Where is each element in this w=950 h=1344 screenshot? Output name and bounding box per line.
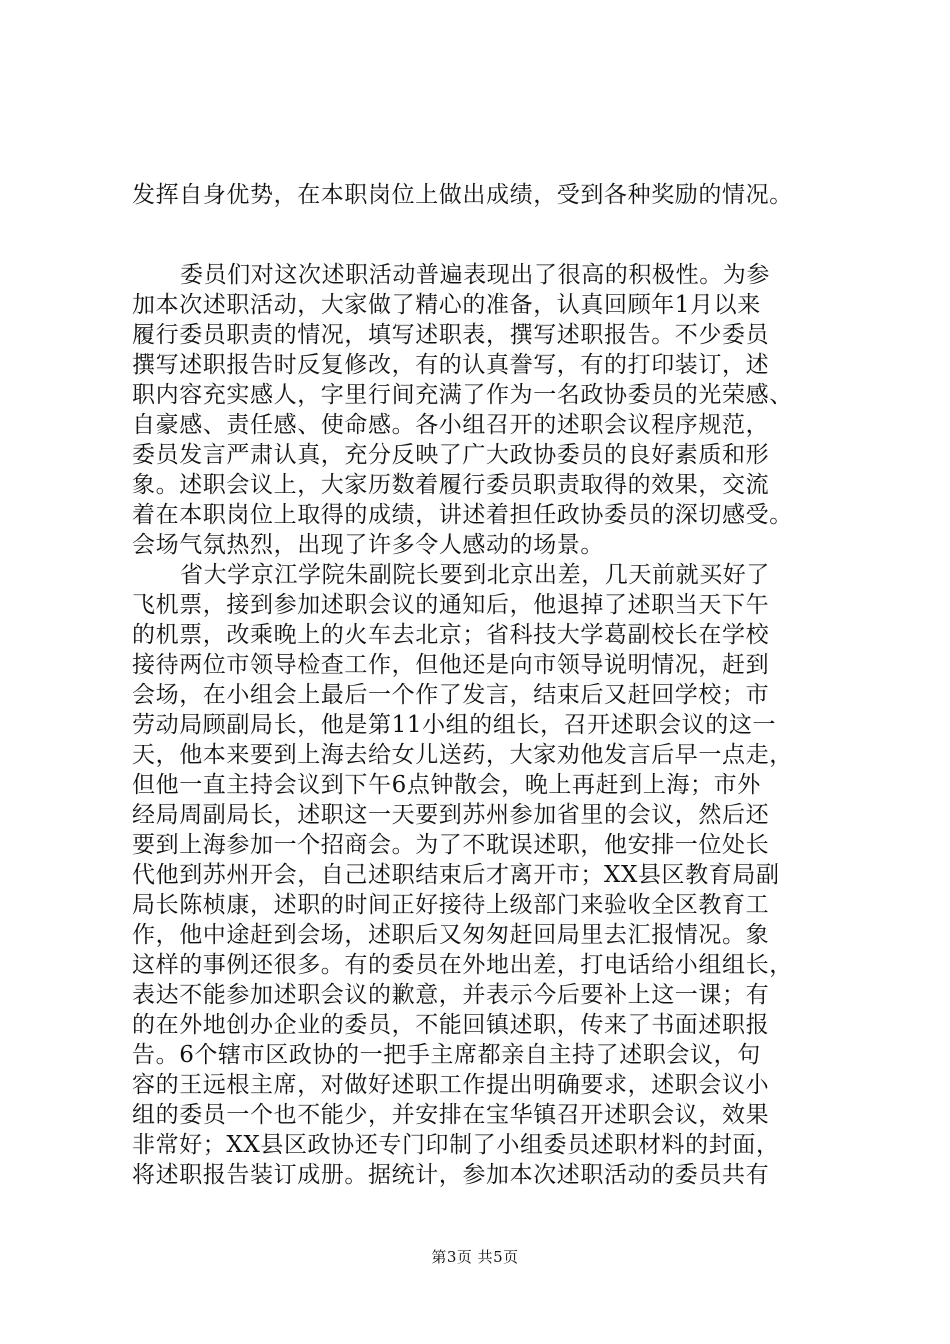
text-line: 履行委员职责的情况，填写述职表，撰写述职报告。不少委员	[132, 322, 770, 348]
text-line: 发挥自身优势，在本职岗位上做出成绩，受到各种奖励的情况。	[132, 182, 793, 208]
text-line: 非常好；XX县区政协还专门印制了小组委员述职材料的封面，	[132, 1132, 780, 1158]
text-line: 局长陈桢康，述职的时间正好接待上级部门来验收全区教育工	[132, 892, 770, 918]
text-line: 告。6个辖市区政协的一把手主席都亲自主持了述职会议，句	[132, 1042, 761, 1068]
paragraph-first-line: 省大学京江学院朱副院长要到北京出差，几天前就买好了	[180, 562, 770, 588]
text-line: 飞机票，接到参加述职会议的通知后，他退掉了述职当天下午	[132, 592, 770, 618]
page-footer: 第3页 共5页	[431, 1248, 519, 1266]
text-line: 的在外地创办企业的委员，不能回镇述职，传来了书面述职报	[132, 1012, 770, 1038]
text-line: 撰写述职报告时反复修改，有的认真誊写，有的打印装订，述	[132, 352, 770, 378]
text-line: 作，他中途赶到会场，述职后又匆匆赶回局里去汇报情况。象	[132, 922, 770, 948]
text-line: 自豪感、责任感、使命感。各小组召开的述职会议程序规范，	[132, 412, 770, 438]
text-line: 加本次述职活动，大家做了精心的准备，认真回顾年1月以来	[132, 292, 761, 318]
text-line: 职内容充实感人，字里行间充满了作为一名政协委员的光荣感、	[132, 382, 793, 408]
paragraph-first-line: 委员们对这次述职活动普遍表现出了很高的积极性。为参	[180, 262, 770, 288]
text-line: 的机票，改乘晚上的火车去北京；省科技大学葛副校长在学校	[132, 622, 770, 648]
text-line: 经局周副局长，述职这一天要到苏州参加省里的会议，然后还	[132, 802, 770, 828]
text-line: 要到上海参加一个招商会。为了不耽误述职，他安排一位处长	[132, 832, 770, 858]
text-line: 会场，在小组会上最后一个作了发言，结束后又赶回学校；市	[132, 682, 770, 708]
text-line: 但他一直主持会议到下午6点钟散会，晚上再赶到上海；市外	[132, 772, 761, 798]
text-line: 着在本职岗位上取得的成绩，讲述着担任政协委员的深切感受。	[132, 502, 793, 528]
text-line: 组的委员一个也不能少，并安排在宝华镇召开述职会议，效果	[132, 1102, 770, 1128]
text-line: 代他到苏州开会，自己述职结束后才离开市；XX县区教育局副	[132, 862, 780, 888]
text-line: 劳动局顾副局长，他是第11小组的组长，召开述职会议的这一	[132, 712, 777, 738]
text-line: 委员发言严肃认真，充分反映了广大政协委员的良好素质和形	[132, 442, 770, 468]
text-line: 这样的事例还很多。有的委员在外地出差，打电话给小组组长，	[132, 952, 793, 978]
text-line: 容的王远根主席，对做好述职工作提出明确要求，述职会议小	[132, 1072, 770, 1098]
text-line: 会场气氛热烈，出现了许多令人感动的场景。	[132, 532, 604, 558]
text-line: 接待两位市领导检查工作，但他还是向市领导说明情况，赶到	[132, 652, 770, 678]
text-line: 象。述职会议上，大家历数着履行委员职责取得的效果，交流	[132, 472, 770, 498]
text-line: 将述职报告装订成册。据统计，参加本次述职活动的委员共有	[132, 1162, 770, 1188]
text-line: 表达不能参加述职会议的歉意，并表示今后要补上这一课；有	[132, 982, 770, 1008]
text-line: 天，他本来要到上海去给女儿送药，大家劝他发言后早一点走，	[132, 742, 793, 768]
